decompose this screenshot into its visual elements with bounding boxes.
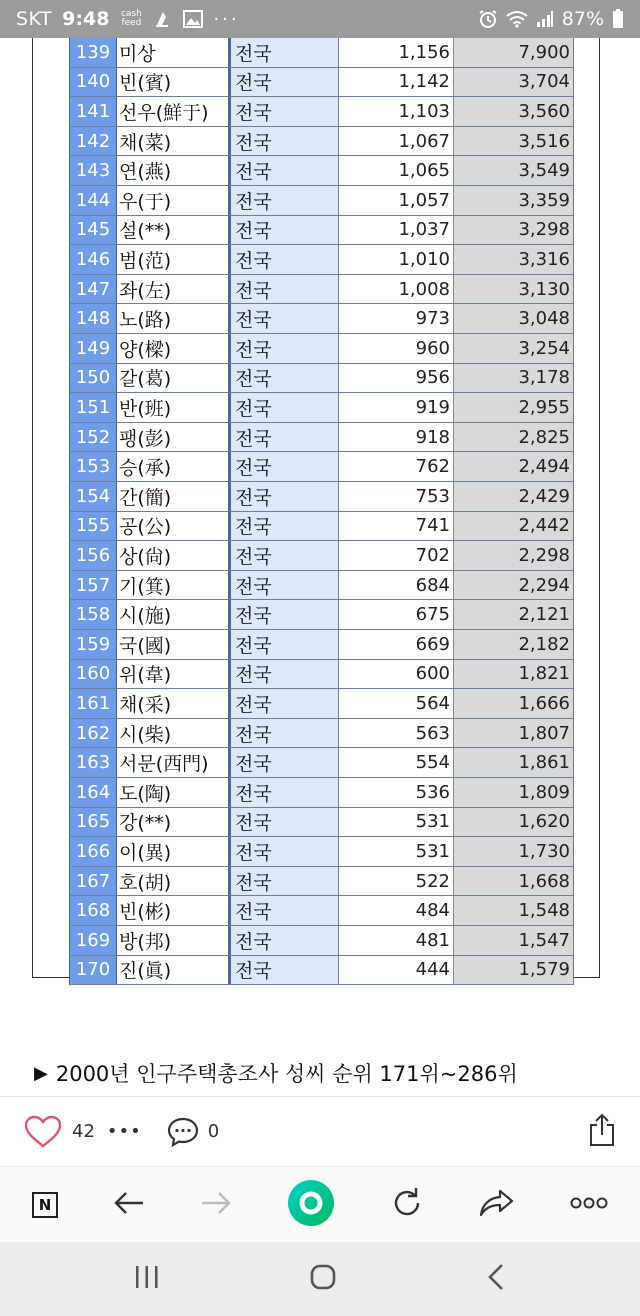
- households-cell: 918: [339, 423, 454, 453]
- rank-cell: 158: [69, 600, 117, 630]
- table-row: [33, 452, 599, 482]
- status-bar: [0, 0, 640, 38]
- surname-cell: 미상: [117, 38, 229, 68]
- population-cell: 3,178: [454, 364, 574, 394]
- area-cell: 전국: [229, 156, 339, 186]
- table-row: [33, 926, 599, 956]
- rank-cell: 149: [69, 334, 117, 364]
- households-cell: 960: [339, 334, 454, 364]
- rank-cell: 168: [69, 896, 117, 926]
- rank-cell: 146: [69, 245, 117, 275]
- table-row: [33, 660, 599, 690]
- table-row: [33, 186, 599, 216]
- area-cell: 전국: [229, 808, 339, 838]
- area-cell: 전국: [229, 778, 339, 808]
- surname-cell: 진(眞): [117, 956, 229, 986]
- play-marker-icon: ▶: [34, 1062, 48, 1084]
- menu-button[interactable]: [570, 1195, 608, 1214]
- surname-cell: 선우(鮮于): [117, 97, 229, 127]
- more-circles-icon: [570, 1196, 608, 1210]
- table-row: [33, 38, 599, 68]
- area-cell: 전국: [229, 600, 339, 630]
- surname-cell: 승(承): [117, 452, 229, 482]
- population-cell: 7,900: [454, 38, 574, 68]
- signal-icon: [536, 11, 554, 27]
- whale-button[interactable]: [287, 1179, 335, 1231]
- recent-apps-icon: [134, 1265, 160, 1289]
- surname-cell: 우(于): [117, 186, 229, 216]
- forward-share-icon: [479, 1188, 515, 1218]
- rank-cell: 143: [69, 156, 117, 186]
- households-cell: 444: [339, 956, 454, 986]
- surname-cell: 서문(西門): [117, 748, 229, 778]
- like-button[interactable]: [24, 1115, 62, 1149]
- households-cell: 684: [339, 571, 454, 601]
- surname-cell: 기(箕): [117, 571, 229, 601]
- area-cell: 전국: [229, 571, 339, 601]
- table-row: [33, 689, 599, 719]
- system-nav-bar: [0, 1242, 640, 1316]
- area-cell: 전국: [229, 541, 339, 571]
- population-cell: 1,809: [454, 778, 574, 808]
- area-cell: 전국: [229, 68, 339, 98]
- browser-toolbar: [0, 1166, 640, 1242]
- households-cell: 600: [339, 660, 454, 690]
- rank-cell: 162: [69, 719, 117, 749]
- rank-cell: 164: [69, 778, 117, 808]
- area-cell: 전국: [229, 216, 339, 246]
- rank-cell: 142: [69, 127, 117, 157]
- table-row: [33, 156, 599, 186]
- households-cell: 702: [339, 541, 454, 571]
- area-cell: 전국: [229, 38, 339, 68]
- households-cell: 1,037: [339, 216, 454, 246]
- population-cell: 1,620: [454, 808, 574, 838]
- rank-cell: 155: [69, 512, 117, 542]
- area-cell: 전국: [229, 482, 339, 512]
- area-cell: 전국: [229, 186, 339, 216]
- area-cell: 전국: [229, 748, 339, 778]
- table-row: [33, 334, 599, 364]
- surname-cell: 팽(彭): [117, 423, 229, 453]
- population-cell: 3,704: [454, 68, 574, 98]
- surname-cell: 빈(賓): [117, 68, 229, 98]
- population-cell: 3,316: [454, 245, 574, 275]
- area-cell: 전국: [229, 127, 339, 157]
- clock: 9:48: [62, 8, 110, 30]
- table-row: [33, 808, 599, 838]
- rank-cell: 167: [69, 867, 117, 897]
- carrier-label: SKT: [16, 8, 53, 30]
- rank-cell: 169: [69, 926, 117, 956]
- battery-icon: [612, 9, 624, 29]
- rank-cell: 150: [69, 364, 117, 394]
- alarm-icon: [478, 9, 498, 29]
- rank-cell: 156: [69, 541, 117, 571]
- rank-cell: 157: [69, 571, 117, 601]
- table-row: [33, 216, 599, 246]
- area-cell: 전국: [229, 304, 339, 334]
- population-cell: 2,955: [454, 393, 574, 423]
- population-cell: 2,121: [454, 600, 574, 630]
- table-row: [33, 778, 599, 808]
- rank-cell: 159: [69, 630, 117, 660]
- comment-count: 0: [207, 1121, 220, 1142]
- area-cell: 전국: [229, 452, 339, 482]
- cashfeed-icon: cash feed: [120, 9, 142, 28]
- surname-cell: 도(陶): [117, 778, 229, 808]
- population-cell: 3,359: [454, 186, 574, 216]
- population-cell: 1,547: [454, 926, 574, 956]
- surname-cell: 공(公): [117, 512, 229, 542]
- area-cell: 전국: [229, 867, 339, 897]
- population-cell: 3,130: [454, 275, 574, 305]
- area-cell: 전국: [229, 97, 339, 127]
- table-row: [33, 304, 599, 334]
- area-cell: 전국: [229, 423, 339, 453]
- households-cell: 484: [339, 896, 454, 926]
- surname-cell: 호(胡): [117, 867, 229, 897]
- rank-cell: 148: [69, 304, 117, 334]
- surname-cell: 좌(左): [117, 275, 229, 305]
- surname-cell: 노(路): [117, 304, 229, 334]
- households-cell: 762: [339, 452, 454, 482]
- rank-cell: 165: [69, 808, 117, 838]
- table-row: [33, 896, 599, 926]
- table-row: [33, 541, 599, 571]
- table-row: [33, 364, 599, 394]
- households-cell: 675: [339, 600, 454, 630]
- table-row: [33, 748, 599, 778]
- surname-cell: 연(燕): [117, 156, 229, 186]
- table-row: [33, 423, 599, 453]
- surname-cell: 채(采): [117, 689, 229, 719]
- population-cell: 1,807: [454, 719, 574, 749]
- system-back-button[interactable]: [486, 1263, 506, 1295]
- households-cell: 522: [339, 867, 454, 897]
- population-cell: 1,730: [454, 837, 574, 867]
- rank-cell: 153: [69, 452, 117, 482]
- area-cell: 전국: [229, 719, 339, 749]
- rank-cell: 161: [69, 689, 117, 719]
- population-cell: 1,579: [454, 956, 574, 986]
- table-row: [33, 482, 599, 512]
- rank-cell: 152: [69, 423, 117, 453]
- notification-icon: [153, 9, 173, 29]
- more-notifications-icon: ···: [213, 8, 240, 30]
- share-icon: [588, 1113, 616, 1147]
- recent-apps-button[interactable]: [134, 1265, 160, 1293]
- home-icon: [309, 1263, 337, 1291]
- population-cell: 1,861: [454, 748, 574, 778]
- households-cell: 956: [339, 364, 454, 394]
- surname-cell: 위(韋): [117, 660, 229, 690]
- population-cell: 2,182: [454, 630, 574, 660]
- whale-logo-icon: [287, 1179, 335, 1227]
- households-cell: 669: [339, 630, 454, 660]
- area-cell: 전국: [229, 393, 339, 423]
- households-cell: 1,103: [339, 97, 454, 127]
- rank-cell: 151: [69, 393, 117, 423]
- households-cell: 753: [339, 482, 454, 512]
- households-cell: 1,008: [339, 275, 454, 305]
- arrow-left-icon: [113, 1190, 145, 1216]
- households-cell: 564: [339, 689, 454, 719]
- households-cell: 973: [339, 304, 454, 334]
- area-cell: 전국: [229, 334, 339, 364]
- surname-cell: 이(異): [117, 837, 229, 867]
- households-cell: 554: [339, 748, 454, 778]
- population-cell: 2,442: [454, 512, 574, 542]
- rank-cell: 144: [69, 186, 117, 216]
- refresh-icon: [390, 1186, 424, 1220]
- population-cell: 2,429: [454, 482, 574, 512]
- area-cell: 전국: [229, 896, 339, 926]
- households-cell: 919: [339, 393, 454, 423]
- population-cell: 1,668: [454, 867, 574, 897]
- households-cell: 1,142: [339, 68, 454, 98]
- population-cell: 3,560: [454, 97, 574, 127]
- surname-cell: 강(**): [117, 808, 229, 838]
- rank-cell: 145: [69, 216, 117, 246]
- table-row: [33, 867, 599, 897]
- households-cell: 1,057: [339, 186, 454, 216]
- households-cell: 536: [339, 778, 454, 808]
- rank-cell: 170: [69, 956, 117, 986]
- surname-cell: 시(施): [117, 600, 229, 630]
- table-row: [33, 245, 599, 275]
- table-row: [33, 719, 599, 749]
- section-caption: [34, 1058, 518, 1088]
- population-cell: 2,298: [454, 541, 574, 571]
- area-cell: 전국: [229, 956, 339, 986]
- area-cell: 전국: [229, 512, 339, 542]
- population-cell: 3,516: [454, 127, 574, 157]
- population-cell: 3,298: [454, 216, 574, 246]
- surname-cell: 갈(葛): [117, 364, 229, 394]
- surname-cell: 설(**): [117, 216, 229, 246]
- population-cell: 2,494: [454, 452, 574, 482]
- area-cell: 전국: [229, 660, 339, 690]
- comment-icon: [166, 1116, 200, 1148]
- like-count: 42: [72, 1121, 95, 1142]
- surname-cell: 방(邦): [117, 926, 229, 956]
- surname-cell: 채(菜): [117, 127, 229, 157]
- area-cell: 전국: [229, 837, 339, 867]
- gallery-icon: [183, 10, 203, 28]
- population-cell: 2,294: [454, 571, 574, 601]
- rank-cell: 140: [69, 68, 117, 98]
- surname-cell: 반(班): [117, 393, 229, 423]
- table-row: [33, 393, 599, 423]
- rank-cell: 160: [69, 660, 117, 690]
- households-cell: 563: [339, 719, 454, 749]
- share-page-button[interactable]: [479, 1188, 515, 1222]
- area-cell: 전국: [229, 926, 339, 956]
- table-row: [33, 127, 599, 157]
- reaction-bar: [0, 1096, 640, 1166]
- surname-cell: 양(樑): [117, 334, 229, 364]
- table-row: [33, 956, 599, 986]
- surname-cell: 빈(彬): [117, 896, 229, 926]
- households-cell: 741: [339, 512, 454, 542]
- table-row: [33, 837, 599, 867]
- surname-cell: 간(簡): [117, 482, 229, 512]
- rank-cell: 141: [69, 97, 117, 127]
- population-cell: 1,821: [454, 660, 574, 690]
- forward-button[interactable]: [200, 1190, 232, 1220]
- rank-cell: 166: [69, 837, 117, 867]
- area-cell: 전국: [229, 630, 339, 660]
- chevron-left-icon: [486, 1263, 506, 1291]
- population-cell: 1,666: [454, 689, 574, 719]
- population-cell: 3,549: [454, 156, 574, 186]
- home-button[interactable]: [309, 1263, 337, 1295]
- area-cell: 전국: [229, 275, 339, 305]
- battery-percent: 87%: [561, 8, 604, 30]
- surname-cell: 상(尙): [117, 541, 229, 571]
- households-cell: 481: [339, 926, 454, 956]
- population-cell: 3,048: [454, 304, 574, 334]
- rank-cell: 139: [69, 38, 117, 68]
- comment-button[interactable]: [166, 1116, 200, 1148]
- arrow-right-icon: [200, 1190, 232, 1216]
- area-cell: 전국: [229, 364, 339, 394]
- population-cell: 2,825: [454, 423, 574, 453]
- population-cell: 3,254: [454, 334, 574, 364]
- caption-text: 2000년 인구주택총조사 성씨 순위 171위~286위: [55, 1062, 518, 1086]
- households-cell: 1,156: [339, 38, 454, 68]
- surname-ranking-table: [32, 38, 600, 983]
- households-cell: 1,010: [339, 245, 454, 275]
- table-row: [33, 600, 599, 630]
- table-row: [33, 512, 599, 542]
- rank-cell: 147: [69, 275, 117, 305]
- rank-cell: 163: [69, 748, 117, 778]
- households-cell: 1,067: [339, 127, 454, 157]
- households-cell: 531: [339, 808, 454, 838]
- area-cell: 전국: [229, 689, 339, 719]
- rank-cell: 154: [69, 482, 117, 512]
- table-row: [33, 97, 599, 127]
- more-button[interactable]: •••: [106, 1121, 142, 1142]
- refresh-button[interactable]: [390, 1186, 424, 1224]
- naver-home-button[interactable]: N: [32, 1192, 58, 1218]
- wifi-icon: [506, 10, 528, 28]
- area-cell: 전국: [229, 245, 339, 275]
- population-cell: 1,548: [454, 896, 574, 926]
- table-row: [33, 275, 599, 305]
- surname-cell: 시(柴): [117, 719, 229, 749]
- back-button[interactable]: [113, 1190, 145, 1220]
- table-row: [33, 630, 599, 660]
- households-cell: 531: [339, 837, 454, 867]
- surname-cell: 국(國): [117, 630, 229, 660]
- table-row: [33, 571, 599, 601]
- share-button[interactable]: [588, 1113, 616, 1151]
- heart-icon: [24, 1115, 62, 1149]
- table-row: [33, 68, 599, 98]
- households-cell: 1,065: [339, 156, 454, 186]
- surname-cell: 범(范): [117, 245, 229, 275]
